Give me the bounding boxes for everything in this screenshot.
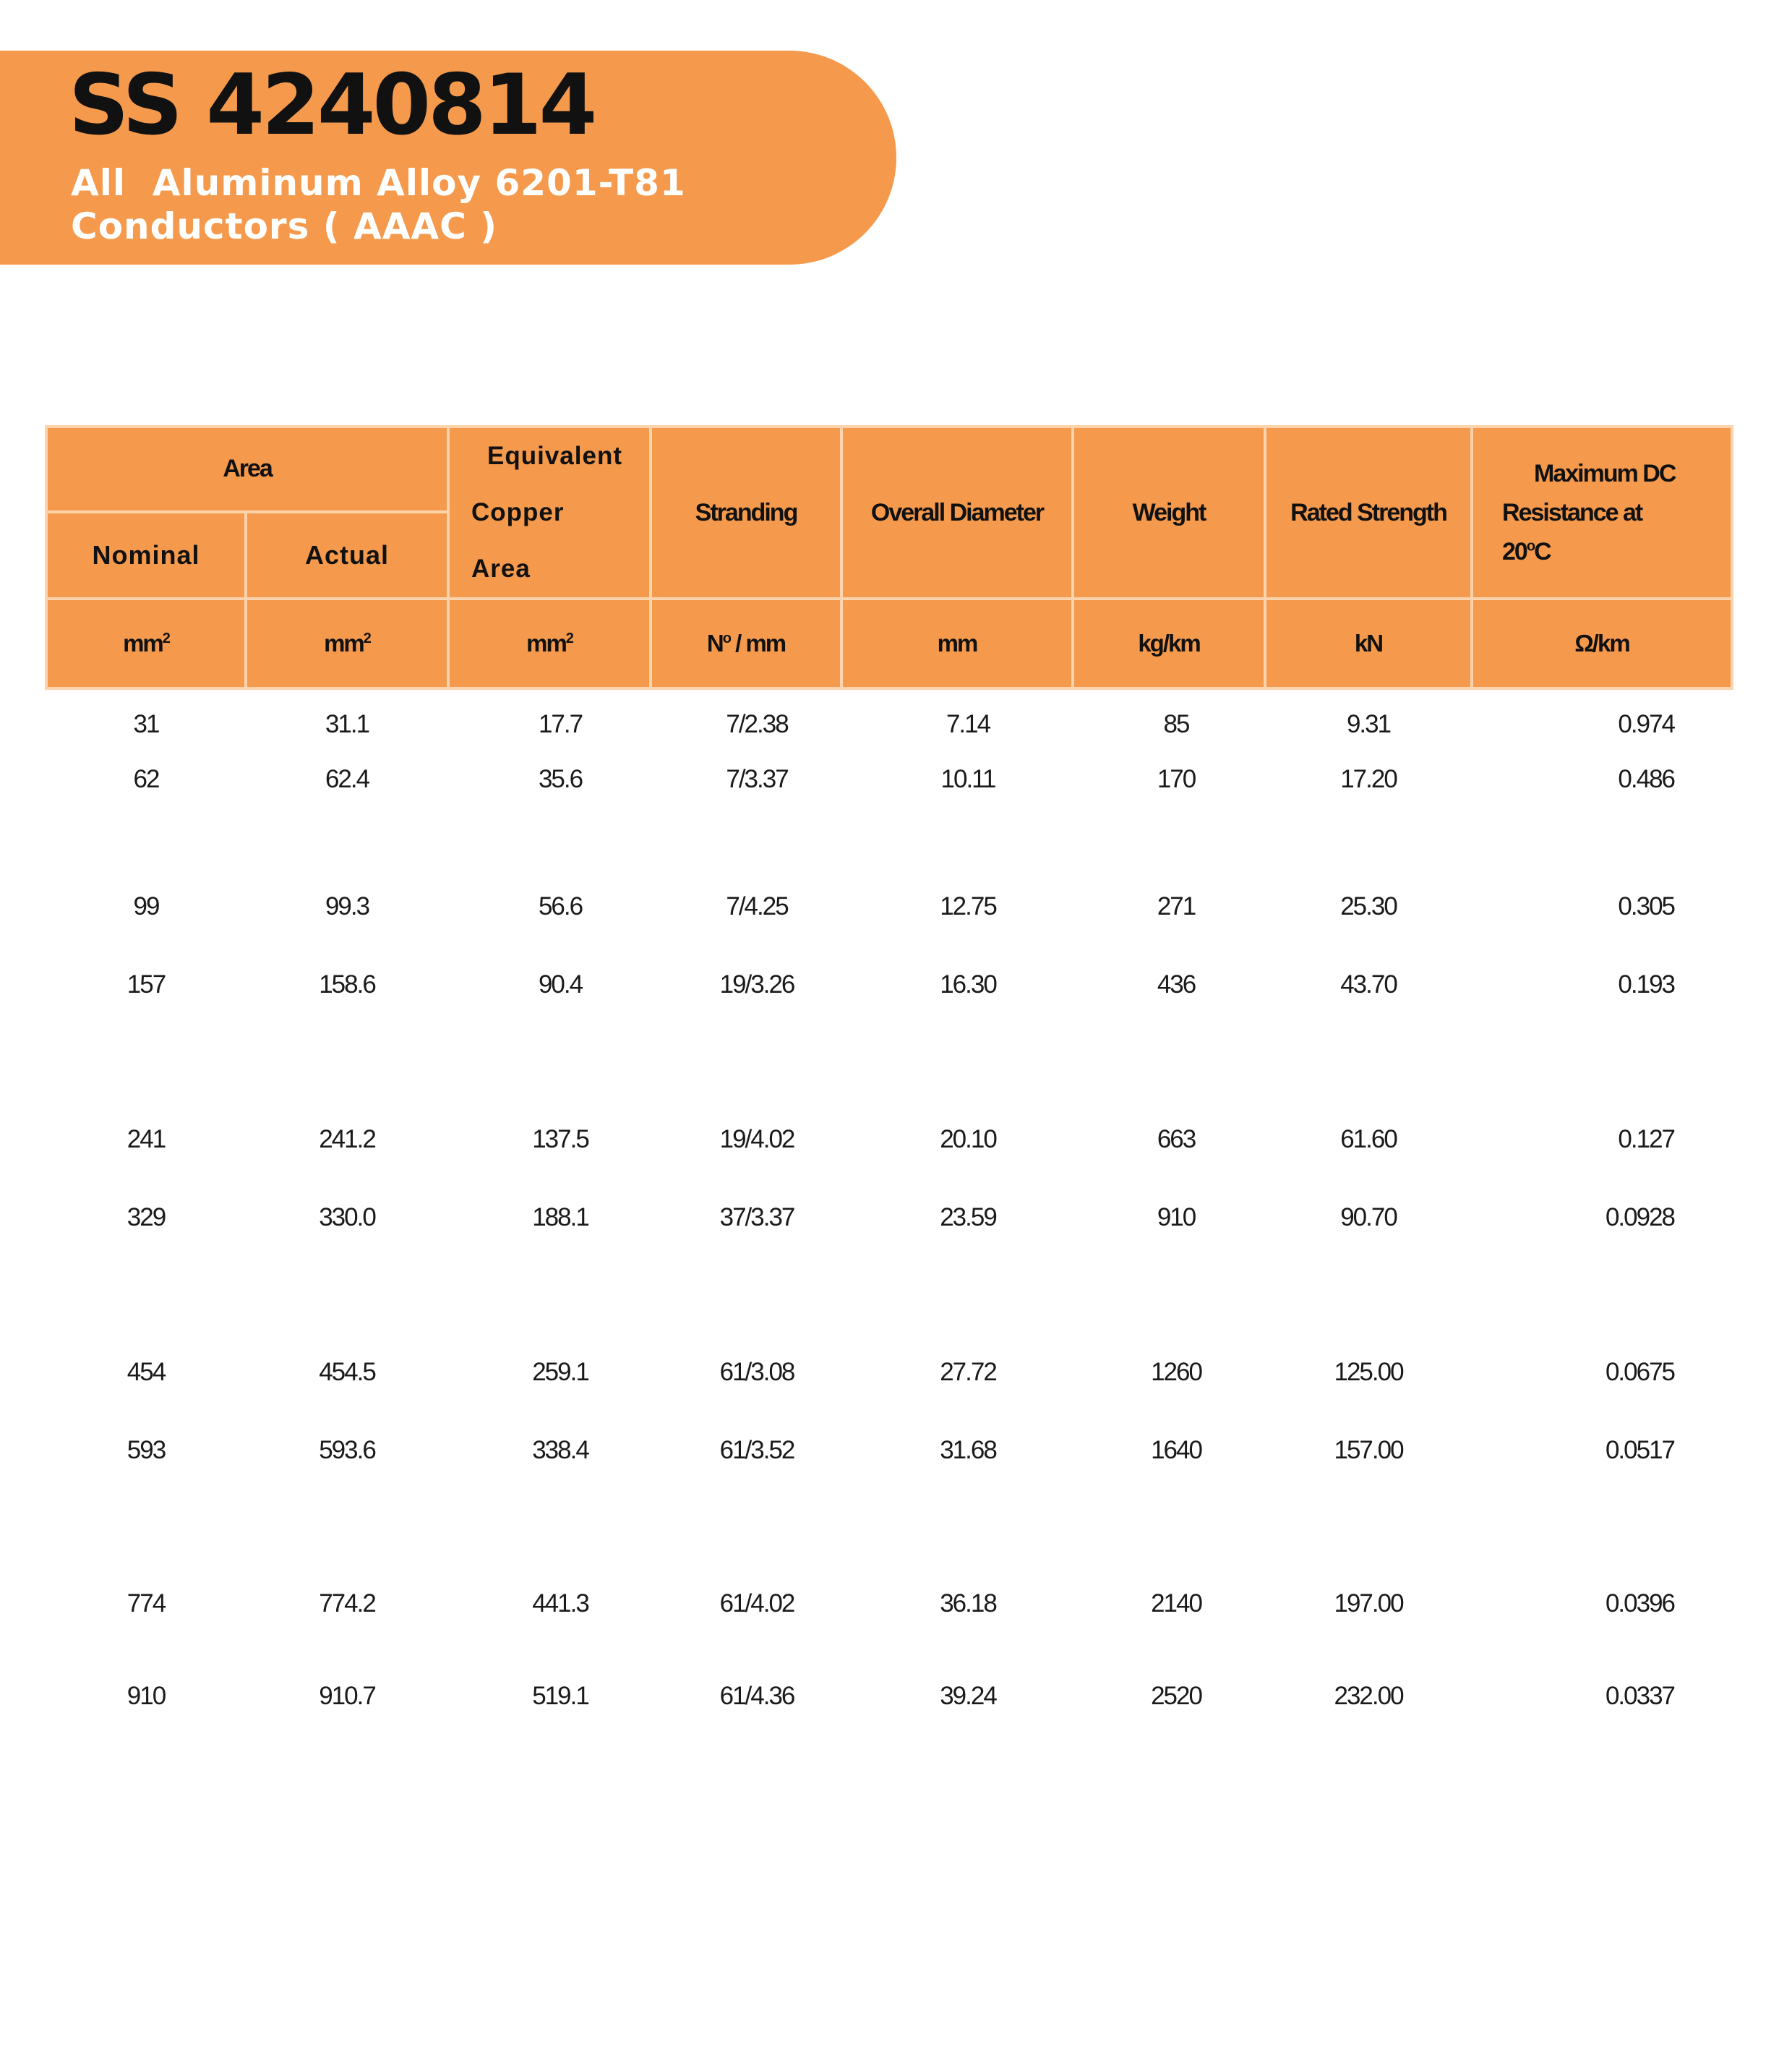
cell-copper-area: 137.5	[532, 1125, 588, 1153]
unit-copper	[448, 599, 651, 688]
cell-weight: 663	[1157, 1125, 1196, 1153]
table-row	[46, 849, 1732, 965]
cell-copper-area: 56.6	[538, 892, 583, 920]
cell-resistance: 0.0517	[1605, 1436, 1675, 1464]
header-equivalent-copper-area	[448, 427, 651, 599]
cell-strength: 90.70	[1340, 1203, 1397, 1231]
cell-actual: 593.6	[319, 1436, 375, 1464]
cell-strength: 61.60	[1340, 1125, 1397, 1153]
cell-weight: 271	[1157, 892, 1196, 920]
header-resistance-line-1: Maximum DC	[1534, 460, 1676, 487]
cell-stranding: 61/3.08	[719, 1358, 794, 1386]
header-overall-diameter: Overall Diameter	[841, 427, 1073, 599]
cell-nominal: 157	[127, 970, 166, 999]
cell-nominal: 593	[127, 1436, 166, 1464]
cell-stranding: 7/2.38	[726, 710, 788, 738]
cell-copper-area: 441.3	[532, 1589, 588, 1617]
header-max-dc-resistance	[1472, 427, 1732, 599]
cell-actual: 241.2	[319, 1125, 375, 1153]
header-actual: Actual	[246, 512, 448, 599]
cell-stranding: 7/3.37	[726, 765, 788, 793]
cell-weight: 170	[1157, 765, 1196, 793]
unit-diameter: mm	[841, 599, 1073, 688]
unit-strength: kN	[1265, 599, 1472, 688]
cell-resistance: 0.0396	[1605, 1589, 1675, 1617]
cell-resistance: 0.193	[1618, 970, 1675, 999]
cell-stranding: 19/4.02	[719, 1125, 794, 1153]
conductor-spec-table	[45, 425, 1733, 1732]
cell-actual: 62.4	[325, 765, 369, 793]
cell-stranding: 37/3.37	[719, 1203, 794, 1231]
unit-stranding-deg: o	[722, 631, 730, 646]
cell-weight: 85	[1163, 710, 1189, 738]
unit-stranding-rest: / mm	[729, 630, 786, 657]
cell-nominal: 910	[127, 1682, 166, 1710]
header-weight: Weight	[1073, 427, 1265, 599]
cell-resistance: 0.974	[1618, 710, 1675, 738]
unit-nominal	[46, 599, 246, 688]
unit-weight: kg/km	[1073, 599, 1265, 688]
unit-actual-base: mm	[324, 630, 364, 657]
cell-strength: 157.00	[1334, 1436, 1403, 1464]
cell-nominal: 31	[133, 710, 159, 738]
cell-diameter: 31.68	[940, 1436, 996, 1464]
cell-resistance: 0.0675	[1605, 1358, 1675, 1386]
header-equivalent-line-3: Area	[471, 555, 531, 583]
degree-sign: o	[1526, 538, 1535, 555]
cell-copper-area: 338.4	[532, 1436, 588, 1464]
cell-diameter: 39.24	[940, 1682, 996, 1710]
cell-copper-area: 259.1	[532, 1358, 588, 1386]
cell-stranding: 19/3.26	[719, 970, 794, 999]
cell-actual: 774.2	[319, 1589, 375, 1617]
cell-actual: 158.6	[319, 970, 375, 999]
cell-strength: 25.30	[1340, 892, 1397, 920]
cell-resistance: 0.305	[1618, 892, 1675, 920]
unit-resistance: Ω/km	[1472, 599, 1732, 688]
cell-stranding: 61/4.36	[719, 1682, 794, 1710]
cell-resistance: 0.486	[1618, 765, 1675, 793]
cell-nominal: 62	[133, 765, 159, 793]
header-resistance-temp-value: 20	[1502, 538, 1527, 565]
header-rated-strength: Rated Strength	[1265, 427, 1472, 599]
cell-copper-area: 519.1	[532, 1682, 588, 1710]
cell-resistance: 0.0928	[1605, 1203, 1675, 1231]
table-row	[46, 688, 1732, 759]
page-title: SS 4240814	[69, 56, 595, 154]
cell-nominal: 774	[127, 1589, 166, 1617]
cell-stranding: 7/4.25	[726, 892, 788, 920]
cell-diameter: 16.30	[940, 970, 996, 999]
cell-strength: 197.00	[1334, 1589, 1403, 1617]
header-stranding: Stranding	[651, 427, 841, 599]
cell-diameter: 10.11	[940, 765, 995, 793]
page-subtitle-line-1: All Aluminum Alloy 6201-T81	[71, 162, 686, 204]
header-resistance-temp-unit: C	[1534, 538, 1551, 565]
table-row	[46, 1197, 1732, 1315]
cell-nominal: 99	[133, 892, 159, 920]
unit-stranding	[651, 599, 841, 688]
cell-weight: 910	[1157, 1203, 1196, 1231]
cell-copper-area: 90.4	[538, 970, 583, 999]
cell-diameter: 12.75	[940, 892, 996, 920]
cell-copper-area: 17.7	[538, 710, 583, 738]
page-subtitle-line-2: Conductors ( AAAC )	[71, 205, 498, 247]
table-row	[46, 1547, 1732, 1660]
table-row	[46, 1082, 1732, 1197]
spec-table-body	[46, 688, 1732, 1732]
unit-copper-base: mm	[526, 630, 566, 657]
cell-weight: 1640	[1151, 1436, 1201, 1464]
header-equivalent-line-2: Copper	[471, 498, 565, 526]
cell-strength: 9.31	[1346, 710, 1391, 738]
cell-diameter: 27.72	[940, 1358, 996, 1386]
cell-copper-area: 35.6	[538, 765, 583, 793]
cell-actual: 454.5	[319, 1358, 375, 1386]
cell-actual: 330.0	[319, 1203, 375, 1231]
header-area: Area	[46, 427, 448, 512]
cell-weight: 2520	[1151, 1682, 1201, 1710]
table-row	[46, 1315, 1732, 1430]
cell-resistance: 0.0337	[1605, 1682, 1675, 1710]
cell-diameter: 23.59	[940, 1203, 996, 1231]
table-row	[46, 1430, 1732, 1547]
cell-weight: 2140	[1151, 1589, 1201, 1617]
cell-resistance: 0.127	[1618, 1125, 1675, 1153]
cell-stranding: 61/4.02	[719, 1589, 794, 1617]
cell-actual: 99.3	[325, 892, 369, 920]
unit-copper-exp: 2	[565, 631, 573, 646]
cell-nominal: 329	[127, 1203, 166, 1231]
table-row	[46, 965, 1732, 1082]
cell-nominal: 454	[127, 1358, 166, 1386]
cell-actual: 31.1	[325, 710, 369, 738]
cell-actual: 910.7	[319, 1682, 375, 1710]
cell-diameter: 36.18	[940, 1589, 996, 1617]
cell-weight: 436	[1157, 970, 1196, 999]
unit-actual	[246, 599, 448, 688]
cell-strength: 232.00	[1334, 1682, 1403, 1710]
cell-nominal: 241	[127, 1125, 166, 1153]
table-row	[46, 1660, 1732, 1732]
cell-strength: 43.70	[1340, 970, 1397, 999]
header-equivalent-line-1: Equivalent	[487, 442, 622, 470]
header-nominal: Nominal	[46, 512, 246, 599]
unit-nominal-exp: 2	[162, 631, 169, 646]
cell-strength: 17.20	[1340, 765, 1397, 793]
unit-actual-exp: 2	[363, 631, 370, 646]
table-row	[46, 759, 1732, 849]
cell-diameter: 7.14	[946, 710, 990, 738]
unit-nominal-base: mm	[123, 630, 163, 657]
cell-weight: 1260	[1151, 1358, 1201, 1386]
cell-strength: 125.00	[1334, 1358, 1403, 1386]
cell-diameter: 20.10	[940, 1125, 996, 1153]
header-resistance-line-2: Resistance at	[1502, 499, 1642, 526]
cell-copper-area: 188.1	[532, 1203, 588, 1231]
cell-stranding: 61/3.52	[719, 1436, 794, 1464]
unit-stranding-base: N	[706, 630, 723, 657]
